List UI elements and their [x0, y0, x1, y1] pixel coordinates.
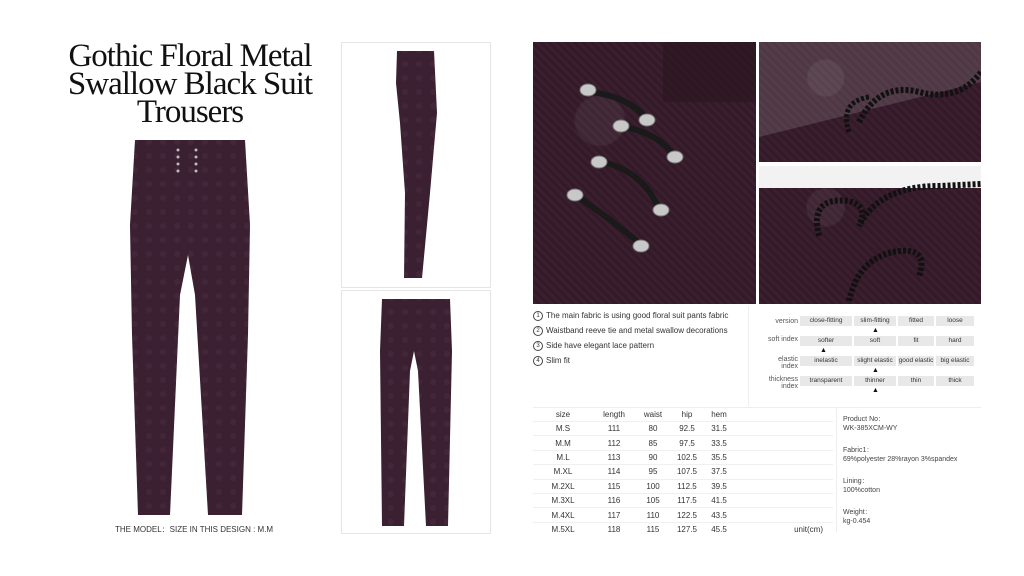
unit-label: unit(cm) — [735, 522, 833, 536]
waist-cell: 100 — [635, 479, 671, 493]
front-view-photo — [100, 135, 280, 520]
thickness-option: thin — [898, 376, 934, 386]
fabric-label: Fabric1： — [843, 447, 874, 454]
feature-item — [533, 353, 743, 368]
elastic-option: big elastic — [936, 356, 974, 366]
column-header: length — [603, 410, 625, 419]
column-header: hem — [711, 410, 727, 419]
soft-label: soft index — [768, 336, 798, 343]
column-header: size — [555, 410, 571, 419]
hip-cell: 97.5 — [671, 436, 703, 450]
trousers-front-image — [100, 135, 280, 520]
fabric-value: 69%polyester 28%rayon 3%spandex — [843, 456, 958, 463]
soft-selected-marker: ▲ — [820, 347, 827, 354]
length-cell: 115 — [593, 479, 635, 493]
divider — [748, 306, 749, 406]
elastic-option: inelastic — [800, 356, 852, 366]
thickness-option: transparent — [800, 376, 852, 386]
fabric-block — [843, 446, 983, 464]
feature-number: 4 — [533, 356, 543, 366]
trousers-back-image — [342, 291, 490, 533]
thickness-label: thickness index — [768, 376, 798, 390]
thickness-option: thick — [936, 376, 974, 386]
version-option: loose — [936, 316, 974, 326]
hem-cell: 37.5 — [703, 465, 735, 479]
column-header: waist — [643, 410, 663, 419]
lace-pattern-image — [759, 42, 981, 162]
weight-label: Weight： — [843, 509, 872, 516]
length-cell: 116 — [593, 493, 635, 507]
size-cell: M.2XL — [533, 479, 593, 493]
size-cell: M.S — [533, 422, 593, 436]
hip-cell: 112.5 — [671, 479, 703, 493]
table-row — [533, 522, 833, 536]
soft-option: fit — [898, 336, 934, 346]
hip-cell: 102.5 — [671, 450, 703, 464]
detail-photo-lace-bottom — [759, 166, 981, 304]
table-row — [533, 493, 833, 507]
size-cell: M.L — [533, 450, 593, 464]
feature-item — [533, 323, 743, 338]
elastic-label: elastic index — [778, 356, 798, 370]
length-cell: 112 — [593, 436, 635, 450]
product-number-label: Product No： — [843, 416, 886, 423]
length-cell: 111 — [593, 422, 635, 436]
size-cell: M.M — [533, 436, 593, 450]
feature-number: 3 — [533, 341, 543, 351]
thickness-row — [760, 376, 980, 396]
lining-label: Lining： — [843, 478, 869, 485]
title-line-3: Trousers — [136, 94, 244, 130]
waist-cell: 105 — [635, 493, 671, 507]
size-cell: M.3XL — [533, 493, 593, 507]
elastic-selected-marker: ▲ — [872, 367, 879, 374]
lining-block — [843, 477, 983, 495]
side-view-photo — [341, 42, 491, 288]
waist-cell: 85 — [635, 436, 671, 450]
table-row — [533, 450, 833, 464]
waist-cell: 95 — [635, 465, 671, 479]
version-row — [760, 316, 980, 336]
detail-photo-lace-top — [759, 42, 981, 162]
hip-cell: 107.5 — [671, 465, 703, 479]
version-option: close-fitting — [800, 316, 852, 326]
size-cell: M.XL — [533, 465, 593, 479]
elastic-option: slight elastic — [854, 356, 896, 366]
weight-value: kg-0.454 — [843, 518, 871, 525]
feature-item — [533, 338, 743, 353]
elastic-row — [760, 356, 980, 376]
hem-cell: 41.5 — [703, 493, 735, 507]
size-table-header — [533, 408, 833, 422]
swallow-decoration-image — [533, 42, 756, 304]
feature-list — [533, 308, 743, 368]
model-size-caption: THE MODEL：SIZE IN THIS DESIGN : M.M — [115, 525, 274, 534]
hip-cell: 117.5 — [671, 493, 703, 507]
feature-text: The main fabric is using good floral suit pants fabric — [546, 311, 729, 320]
hem-cell: 45.5 — [703, 522, 735, 536]
trousers-side-image — [342, 43, 490, 287]
soft-option: soft — [854, 336, 896, 346]
hip-cell: 127.5 — [671, 522, 703, 536]
detail-photo-waistband — [533, 42, 756, 304]
soft-row — [760, 336, 980, 356]
feature-text: Side have elegant lace pattern — [546, 341, 655, 350]
size-chart — [533, 408, 833, 536]
hem-cell: 33.5 — [703, 436, 735, 450]
size-cell: M.5XL — [533, 522, 593, 536]
waist-cell: 110 — [635, 508, 671, 522]
version-selected-marker: ▲ — [872, 327, 879, 334]
table-row — [533, 436, 833, 450]
product-info — [843, 415, 983, 539]
length-cell: 117 — [593, 508, 635, 522]
lining-value: 100%cotton — [843, 487, 880, 494]
product-number-value: WK-385XCM-WY — [843, 425, 898, 432]
lace-swirl-image — [759, 166, 981, 304]
feature-number: 1 — [533, 311, 543, 321]
weight-block — [843, 508, 983, 526]
size-cell: M.4XL — [533, 508, 593, 522]
feature-number: 2 — [533, 326, 543, 336]
title-line-1: Gothic Floral Metal — [68, 38, 312, 74]
length-cell: 114 — [593, 465, 635, 479]
product-title — [40, 38, 340, 130]
waist-cell: 115 — [635, 522, 671, 536]
product-number-block — [843, 415, 983, 433]
waist-cell: 80 — [635, 422, 671, 436]
divider — [836, 408, 837, 532]
feature-text: Waistband reeve tie and metal swallow decorations — [546, 326, 728, 335]
thickness-selected-marker: ▲ — [872, 387, 879, 394]
length-cell: 118 — [593, 522, 635, 536]
column-header: hip — [681, 410, 693, 419]
hem-cell: 35.5 — [703, 450, 735, 464]
back-view-photo — [341, 290, 491, 534]
table-row — [533, 422, 833, 436]
size-table — [533, 408, 833, 536]
elastic-option: good elastic — [898, 357, 934, 364]
table-row — [533, 508, 833, 522]
hip-cell: 122.5 — [671, 508, 703, 522]
length-cell: 113 — [593, 450, 635, 464]
soft-option: softer — [800, 336, 852, 346]
feature-text: Slim fit — [546, 356, 570, 365]
table-row — [533, 465, 833, 479]
version-option: slim-fitting — [854, 316, 896, 326]
feature-item — [533, 308, 743, 323]
hem-cell: 39.5 — [703, 479, 735, 493]
table-row — [533, 479, 833, 493]
hem-cell: 31.5 — [703, 422, 735, 436]
attribute-index-grid — [760, 316, 980, 396]
version-label: version — [775, 318, 798, 325]
version-option: fitted — [898, 316, 934, 326]
hem-cell: 43.5 — [703, 508, 735, 522]
waist-cell: 90 — [635, 450, 671, 464]
hip-cell: 92.5 — [671, 422, 703, 436]
title-line-2: Swallow Black Suit — [67, 66, 313, 102]
soft-option: hard — [936, 336, 974, 346]
thickness-option: thinner — [854, 376, 896, 386]
